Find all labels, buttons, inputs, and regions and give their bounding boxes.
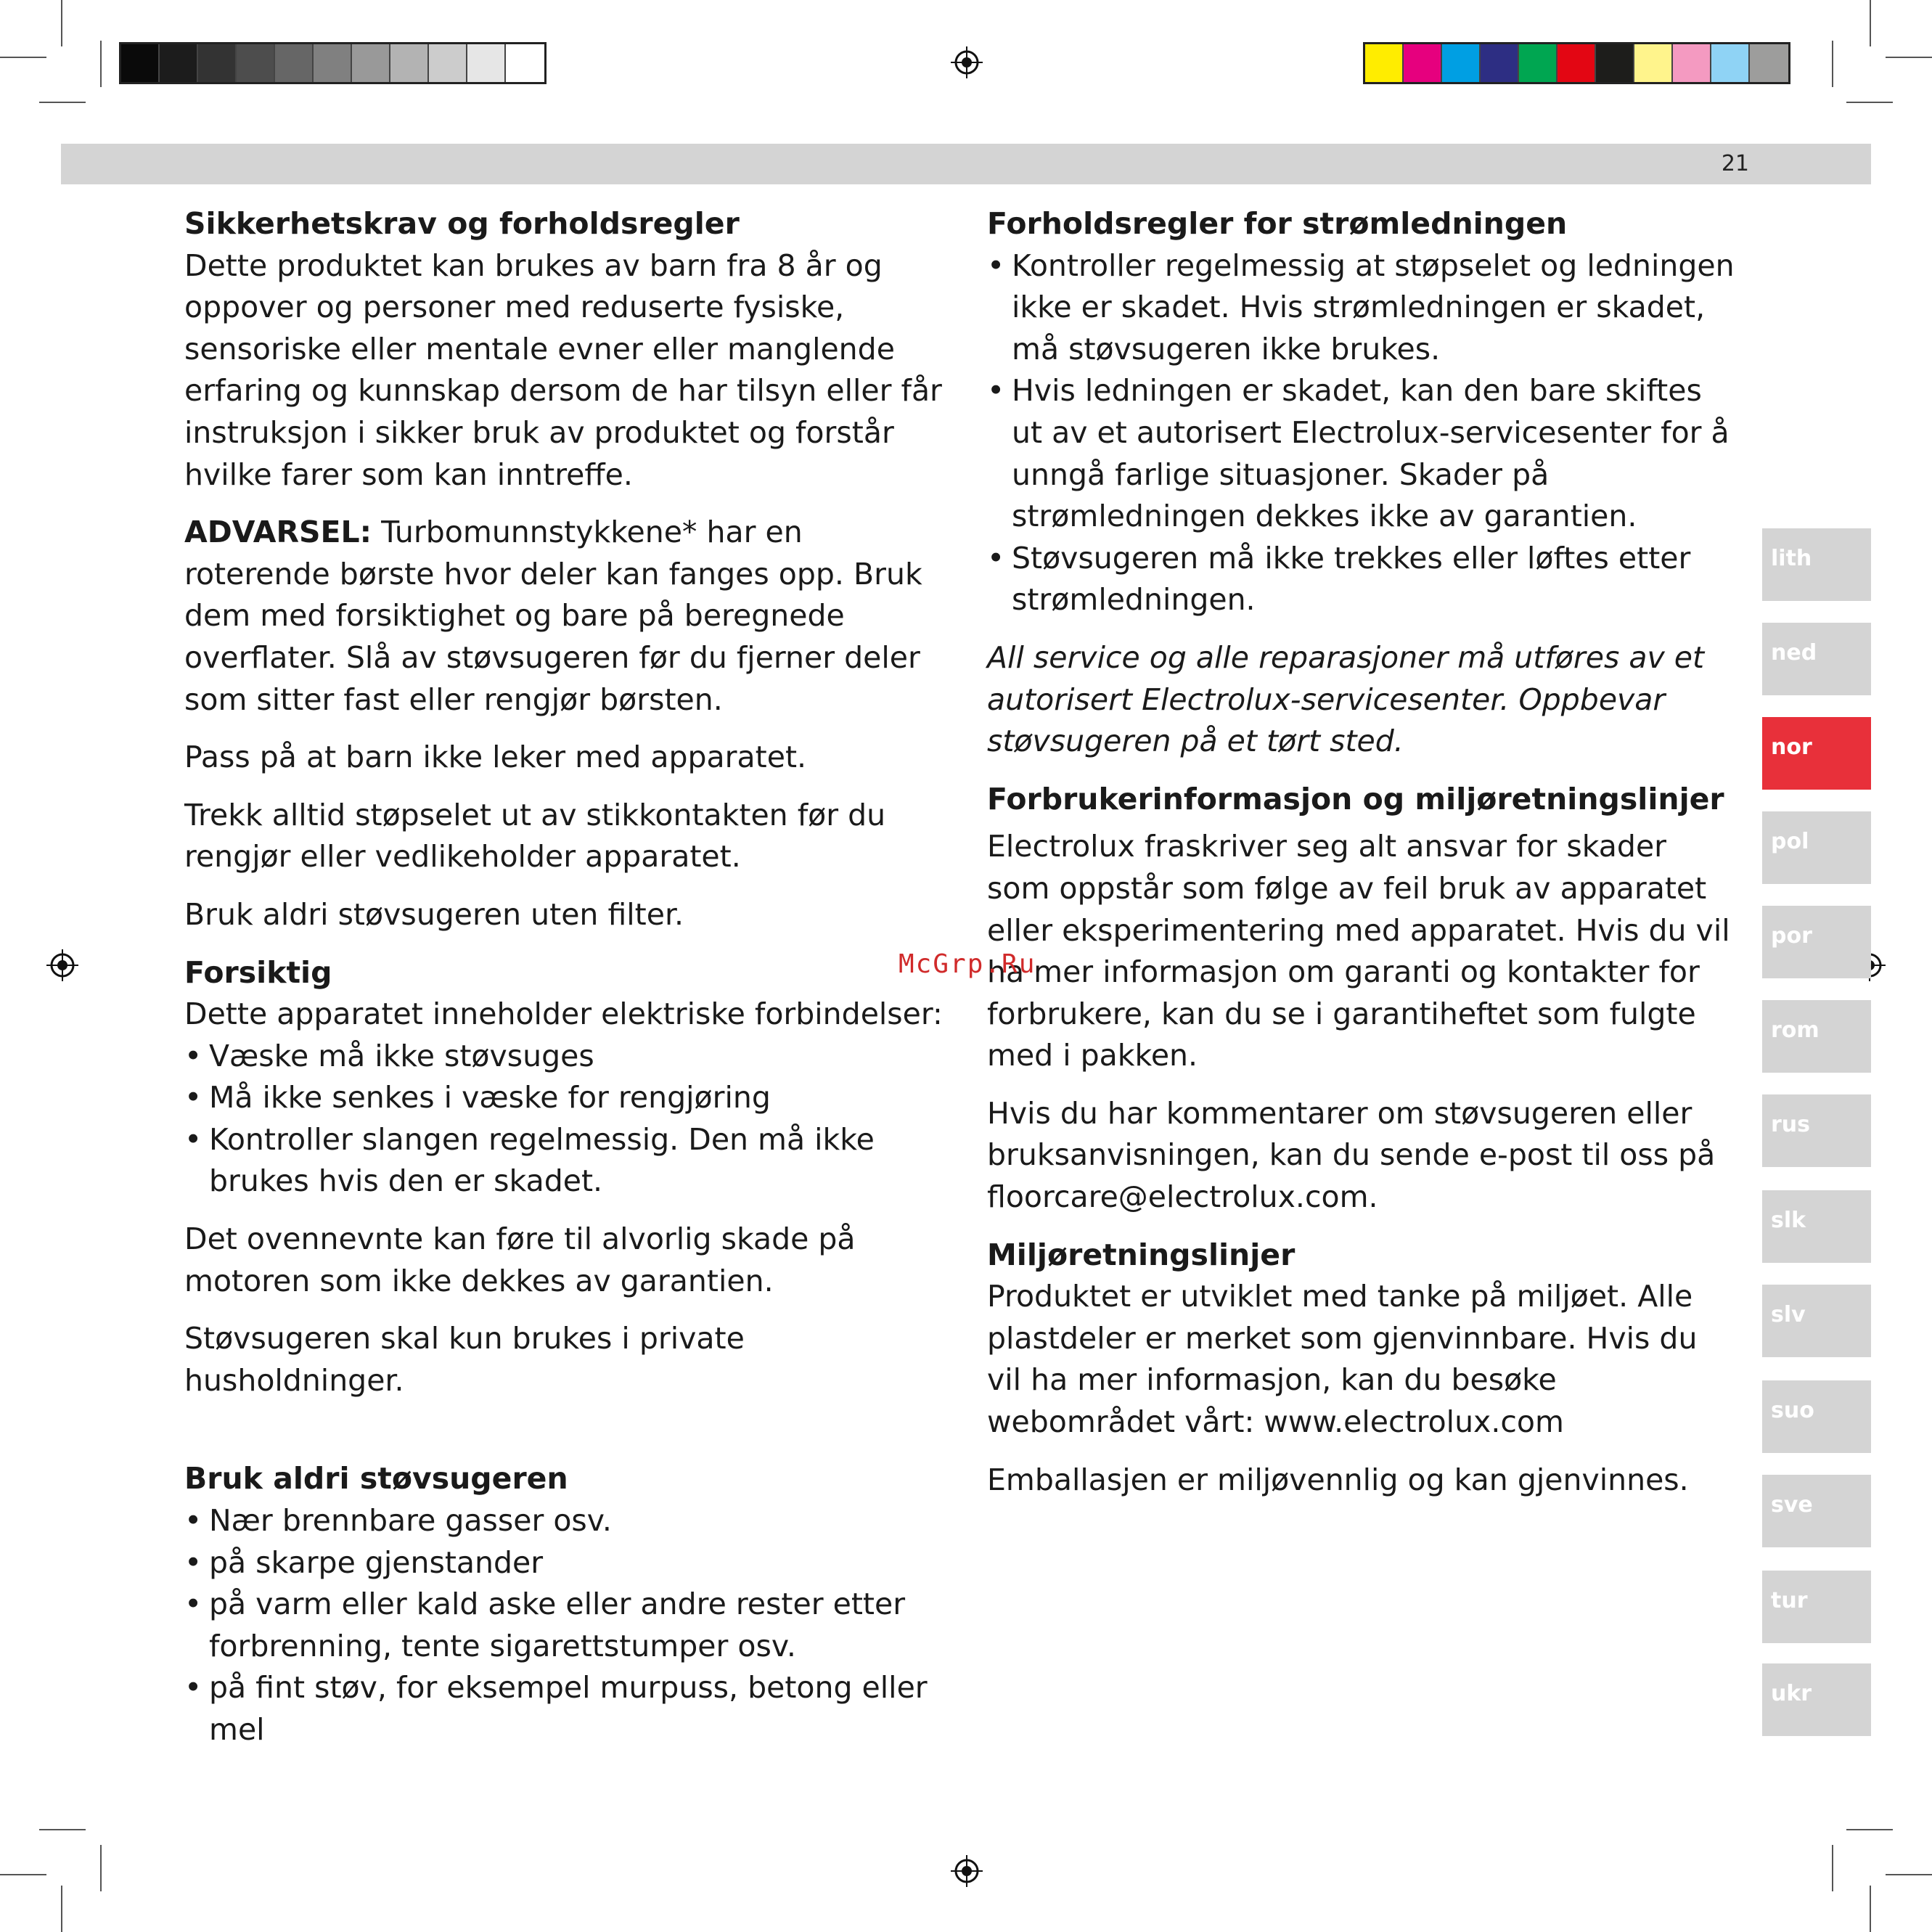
registration-mark-icon: [951, 46, 983, 78]
gray-swatch: [314, 44, 352, 82]
crop-mark: [1870, 0, 1871, 46]
crop-mark: [1832, 1845, 1833, 1891]
gray-swatch: [121, 44, 160, 82]
crop-mark: [1832, 41, 1833, 87]
list-item: • Må ikke senkes i væske for rengjøring: [184, 1077, 954, 1119]
crop-mark: [100, 1845, 102, 1891]
language-tab-pol[interactable]: pol: [1762, 811, 1871, 884]
crop-mark: [1846, 1829, 1893, 1830]
paragraph: Bruk aldri støvsugeren uten filter.: [184, 896, 684, 932]
section-heading: Sikkerhetskrav og forholdsregler: [184, 206, 740, 241]
color-swatch: [1481, 44, 1519, 82]
service-note: All service og alle reparasjoner må utføres av et autorisert Electrolux-servicesenter. Oppbevar støvsugeren på et tørt sted.: [987, 639, 1705, 759]
paragraph: Støvsugeren skal kun brukes i private husholdninger.: [184, 1321, 745, 1398]
section-heading: Miljøretningslinjer: [987, 1237, 1295, 1272]
grayscale-color-bar: [119, 42, 547, 84]
language-tab-tur[interactable]: tur: [1762, 1571, 1871, 1643]
warning-label: ADVARSEL:: [184, 515, 372, 550]
watermark: McGrp.Ru: [899, 949, 1036, 979]
language-tab-ned[interactable]: ned: [1762, 623, 1871, 695]
crop-mark: [1870, 1886, 1871, 1932]
list-item: • Væske må ikke støvsuges: [184, 1036, 954, 1078]
color-swatch: [1365, 44, 1404, 82]
paragraph: Dette apparatet inneholder elektriske forbindelser:: [184, 996, 943, 1032]
warning-text: Turbomunnstykkene* har en roterende børste hvor deler kan fanges opp. Bruk dem med forsiktighet og bare på beregnede overflater. Slå av støvsugeren før du fjerner deler som sitter fast eller rengjør børsten.: [184, 515, 922, 717]
bullet-list: [987, 245, 1735, 621]
language-tab-nor[interactable]: nor: [1762, 717, 1871, 790]
list-item: • på fint støv, for eksempel murpuss, betong eller mel: [184, 1667, 954, 1751]
process-color-bar: [1363, 42, 1790, 84]
color-swatch: [1558, 44, 1596, 82]
italic-paragraph: [987, 637, 1735, 763]
color-swatch: [1673, 44, 1711, 82]
section-heading: Bruk aldri støvsugeren: [184, 1461, 568, 1497]
list-item: • Hvis ledningen er skadet, kan den bare skiftes ut av et autorisert Electrolux-servicesenter for å unngå farlige situasjoner. Skader på strømledningen dekkes ikke av garantien.: [987, 370, 1735, 537]
list-item: • Kontroller regelmessig at støpselet og ledningen ikke er skadet. Hvis strømledningen er skadet, må støvsugeren ikke brukes.: [987, 245, 1735, 371]
crop-mark: [1886, 57, 1932, 58]
gray-swatch: [198, 44, 237, 82]
language-tab-slv[interactable]: slv: [1762, 1285, 1871, 1357]
gray-swatch: [275, 44, 314, 82]
crop-mark: [1886, 1874, 1932, 1875]
crop-mark: [39, 102, 86, 103]
registration-mark-icon: [46, 949, 78, 981]
bullet-list: [184, 1500, 954, 1751]
left-column: [184, 203, 954, 1767]
section-heading: Forbrukerinformasjon og miljøretningslinjer: [987, 781, 1724, 816]
crop-mark: [61, 0, 62, 46]
paragraph: Det ovennevnte kan føre til alvorlig skade på motoren som ikke dekkes av garantien.: [184, 1221, 856, 1298]
gray-swatch: [237, 44, 275, 82]
gray-swatch: [506, 44, 544, 82]
gray-swatch: [160, 44, 198, 82]
gray-swatch: [352, 44, 390, 82]
paragraph: Electrolux fraskriver seg alt ansvar for skader som oppstår som følge av feil bruk av apparatet eller eksperimentering med apparatet. Hvis du vil ha mer informasjon om garanti og kontakter for forbrukere, kan du se i garantiheftet som fulgte med i pakken.: [987, 829, 1730, 1073]
right-column: [987, 203, 1735, 1517]
list-item: • Kontroller slangen regelmessig. Den må ikke brukes hvis den er skadet.: [184, 1119, 954, 1203]
paragraph: Pass på at barn ikke leker med apparatet.: [184, 740, 807, 775]
paragraph: Dette produktet kan brukes av barn fra 8 år og oppover og personer med reduserte fysiske, sensoriske eller mentale evner eller manglende erfaring og kunnskap dersom de har tilsyn eller får instruksjon i sikker bruk av produktet og forstår hvilke farer som kan inntreffe.: [184, 247, 942, 492]
color-swatch: [1519, 44, 1558, 82]
color-swatch: [1404, 44, 1442, 82]
color-swatch: [1596, 44, 1634, 82]
list-item: • på skarpe gjenstander: [184, 1542, 954, 1584]
language-tab-suo[interactable]: suo: [1762, 1380, 1871, 1453]
section-heading: Forsiktig: [184, 954, 332, 990]
color-swatch: [1442, 44, 1481, 82]
header-band: [61, 144, 1871, 184]
section-heading: Forholdsregler for strømledningen: [987, 206, 1568, 241]
gray-swatch: [429, 44, 467, 82]
page-number: 21: [1721, 151, 1749, 176]
crop-mark: [0, 57, 46, 58]
gray-swatch: [467, 44, 506, 82]
crop-mark: [39, 1829, 86, 1830]
warning-paragraph: [184, 512, 954, 721]
list-item: • Støvsugeren må ikke trekkes eller løftes etter strømledningen.: [987, 538, 1735, 621]
color-swatch: [1634, 44, 1673, 82]
crop-mark: [61, 1886, 62, 1932]
language-tab-por[interactable]: por: [1762, 906, 1871, 978]
paragraph: Hvis du har kommentarer om støvsugeren eller bruksanvisningen, kan du sende e-post til oss på floorcare@electrolux.com.: [987, 1095, 1716, 1215]
crop-mark: [0, 1874, 46, 1875]
gray-swatch: [390, 44, 429, 82]
language-tab-sve[interactable]: sve: [1762, 1475, 1871, 1547]
registration-mark-icon: [951, 1855, 983, 1887]
list-item: • Nær brennbare gasser osv.: [184, 1500, 954, 1542]
language-tab-rus[interactable]: rus: [1762, 1094, 1871, 1167]
language-tab-lith[interactable]: lith: [1762, 528, 1871, 601]
color-swatch: [1711, 44, 1750, 82]
paragraph: Emballasjen er miljøvennlig og kan gjenvinnes.: [987, 1462, 1689, 1497]
crop-mark: [1846, 102, 1893, 103]
language-tab-ukr[interactable]: ukr: [1762, 1663, 1871, 1736]
language-tab-rom[interactable]: rom: [1762, 1000, 1871, 1073]
paragraph: Trekk alltid støpselet ut av stikkontakten før du rengjør eller vedlikeholder apparatet.: [184, 797, 886, 875]
crop-mark: [100, 41, 102, 87]
list-item: • på varm eller kald aske eller andre rester etter forbrenning, tente sigarettstumper osv.: [184, 1584, 954, 1667]
paragraph: Produktet er utviklet med tanke på miljøet. Alle plastdeler er merket som gjenvinnbare. Hvis du vil ha mer informasjon, kan du besøke webområdet vårt: www.electrolux.com: [987, 1279, 1698, 1440]
color-swatch: [1750, 44, 1788, 82]
bullet-list: [184, 1036, 954, 1203]
language-tab-slk[interactable]: slk: [1762, 1190, 1871, 1263]
